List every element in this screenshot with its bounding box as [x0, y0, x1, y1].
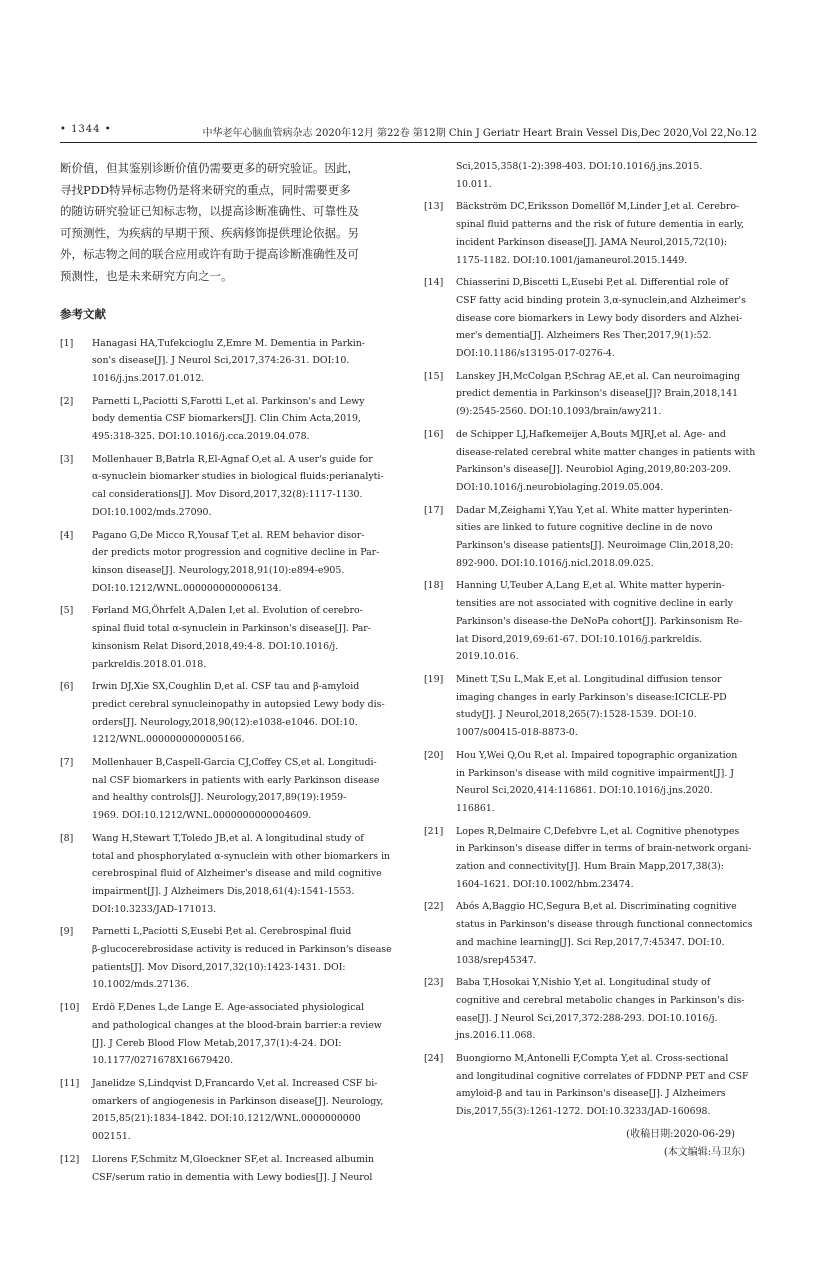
reference-line: DOI:10.1016/j.neurobiolaging.2019.05.004.: [456, 481, 664, 493]
right-column: [424, 158, 757, 1162]
reference-line: Llorens F,Schmitz M,Gloeckner SF,et al. Increased albumin: [92, 1153, 375, 1165]
reference-line: 1969. DOI:10.1212/WNL.0000000000004609.: [92, 810, 312, 822]
reference-line: Janelidze S,Lindqvist D,Francardo V,et al. Increased CSF bi-: [92, 1077, 378, 1089]
received-date: (收稿日期:2020-06-29): [626, 1128, 735, 1140]
reference-line: Irwin DJ,Xie SX,Coughlin D,et al. CSF tau and β-amyloid: [92, 681, 360, 693]
reference-item: [60, 527, 398, 598]
reference-line: Sci,2015,358(1-2):398-403. DOI:10.1016/j.jns.2015.: [456, 161, 703, 172]
reference-number: [8]: [60, 832, 74, 844]
reference-item: [424, 898, 757, 969]
reference-number: [22]: [424, 901, 444, 913]
reference-line: kinson disease[J]. Neurology,2018,91(10):e894-e905.: [92, 565, 345, 576]
reference-line: Pagano G,De Micco R,Yousaf T,et al. REM behavior disor-: [92, 529, 365, 541]
reference-line: Minett T,Su L,Mak E,et al. Longitudinal diffusion tensor: [456, 673, 722, 685]
page-number: • 1344 •: [60, 124, 112, 135]
references-list-left: [60, 335, 398, 1187]
reference-line: Hanning U,Teuber A,Lang E,et al. White matter hyperin-: [456, 580, 725, 592]
reference-number: [16]: [424, 428, 444, 440]
reference-line: Neurol Sci,2020,414:116861. DOI:10.1016/j.jns.2020.: [456, 785, 713, 797]
reference-number: [7]: [60, 757, 74, 769]
body-line: 寻找PDD特异标志物仍是将来研究的重点，同时需要更多: [60, 182, 351, 197]
reference-number: [24]: [424, 1053, 444, 1065]
body-line: 预测性，也是未来研究方向之一。: [60, 268, 233, 283]
journal-citation: 中华老年心脑血管病杂志 2020年12月 第22卷 第12期 Chin J Geriatr Heart Brain Vessel Dis,Dec 2020,Vol 22,No.12: [202, 128, 757, 139]
reference-line: Dis,2017,55(3):1261-1272. DOI:10.3233/JAD-160698.: [456, 1106, 711, 1118]
reference-line: Dadar M,Zeighami Y,Yau Y,et al. White matter hyperinten-: [456, 504, 733, 516]
reference-line: 10.1002/mds.27136.: [92, 979, 190, 991]
reference-line: 1007/s00415-018-8873-0.: [456, 727, 578, 739]
reference-line: cognitive and cerebral metabolic changes in Parkinson's dis-: [456, 994, 745, 1006]
reference-number: [17]: [424, 504, 444, 516]
reference-line: Parkinson's disease-the DeNoPa cohort[J]. Parkinsonism Re-: [456, 615, 743, 627]
reference-line: parkreldis.2018.01.018.: [92, 658, 207, 670]
reference-line: ease[J]. J Neurol Sci,2017,372:288-293. DOI:10.1016/j.: [456, 1012, 718, 1024]
reference-number: [11]: [60, 1077, 80, 1089]
reference-item: [424, 747, 757, 818]
reference-item: [60, 923, 398, 994]
reference-number: [12]: [60, 1153, 80, 1165]
reference-number: [3]: [60, 453, 74, 465]
reference-line: DOI:10.1186/s13195-017-0276-4.: [456, 348, 615, 360]
reference-number: [13]: [424, 201, 444, 213]
header-rule: [60, 142, 757, 143]
reference-line: DOI:10.1212/WNL.0000000000006134.: [92, 582, 282, 594]
reference-item: [60, 602, 398, 673]
references-list-right: [424, 198, 757, 1120]
reference-item: [60, 1075, 398, 1146]
reference-number: [5]: [60, 605, 74, 617]
reference-line: 1604-1621. DOI:10.1002/hbm.23474.: [456, 878, 634, 890]
reference-item: [424, 198, 757, 269]
reference-number: [20]: [424, 749, 444, 761]
reference-line: 10.011.: [456, 178, 492, 190]
reference-line: Mollenhauer B,Batrla R,El-Agnaf O,et al. A user's guide for: [92, 453, 373, 465]
body-paragraph: [60, 158, 398, 288]
reference-line: sities are linked to future cognitive decline in de novo: [456, 522, 713, 534]
reference-line: 2019.10.016.: [456, 651, 519, 663]
reference-item: [60, 754, 398, 825]
reference-line: orders[J]. Neurology,2018,90(12):e1038-e1046. DOI:10.: [92, 716, 358, 728]
reference-line: 1175-1182. DOI:10.1001/jamaneurol.2015.1449.: [456, 254, 688, 266]
reference-line: status in Parkinson's disease through functional connectomics: [456, 919, 753, 931]
reference-line: 1212/WNL.0000000000005166.: [92, 734, 245, 746]
reference-line: 002151.: [92, 1131, 131, 1143]
reference-line: 892-900. DOI:10.1016/j.nicl.2018.09.025.: [456, 557, 654, 569]
reference-line: 116861.: [456, 802, 495, 814]
reference-line: CSF fatty acid binding protein 3,α-synuclein,and Alzheimer's: [456, 294, 746, 306]
reference-item: [424, 671, 757, 742]
reference-line: CSF/serum ratio in dementia with Lewy bodies[J]. J Neurol: [92, 1171, 373, 1183]
reference-item: [60, 830, 398, 919]
reference-item: [424, 823, 757, 894]
reference-line: 1038/srep45347.: [456, 954, 537, 966]
reference-line: 2015,85(21):1834-1842. DOI:10.1212/WNL.0000000000: [92, 1113, 361, 1125]
reference-line: Mollenhauer B,Caspell-Garcia CJ,Coffey CS,et al. Longitudi-: [92, 757, 377, 769]
reference-line: [J]. J Cereb Blood Flow Metab,2017,37(1):4-24. DOI:: [92, 1037, 342, 1049]
reference-item: [60, 451, 398, 522]
reference-line: Parnetti L,Paciotti S,Farotti L,et al. Parkinson's and Lewy: [92, 395, 365, 407]
reference-line: jns.2016.11.068.: [456, 1030, 536, 1042]
reference-number: [18]: [424, 580, 444, 592]
reference-line: spinal fluid total α-synuclein in Parkinson's disease[J]. Par-: [92, 623, 371, 635]
reference-line: Hanagasi HA,Tufekcioglu Z,Emre M. Dementia in Parkin-: [92, 337, 365, 349]
reference-line: impairment[J]. J Alzheimers Dis,2018,61(4):1541-1553.: [92, 885, 355, 897]
body-line: 的随访研究验证已知标志物，以提高诊断准确性、可靠性及: [60, 204, 359, 219]
reference-line: 10.1177/0271678X16679420.: [92, 1055, 234, 1067]
reference-line: total and phosphorylated α-synuclein with other biomarkers in: [92, 850, 391, 862]
reference-line: zation and connectivity[J]. Hum Brain Mapp,2017,38(3):: [456, 861, 724, 873]
editor-note: (本文编辑:马卫东): [663, 1146, 745, 1158]
running-header: [60, 124, 757, 140]
reference-number: [15]: [424, 370, 444, 382]
reference-line: and longitudinal cognitive correlates of FDDNP PET and CSF: [456, 1070, 749, 1082]
reference-line: Parkinson's disease[J]. Neurobiol Aging,2019,80:203-209.: [456, 464, 732, 476]
reference-line: Parnetti L,Paciotti S,Eusebi P,et al. Cerebrospinal fluid: [92, 926, 352, 938]
reference-line: β-glucocerebrosidase activity is reduced in Parkinson's disease: [92, 944, 392, 956]
body-line: 断价值，但其鉴别诊断价值仍需要更多的研究验证。因此，: [60, 161, 359, 175]
references-heading: 参考文献: [60, 306, 106, 321]
reference-line: study[J]. J Neurol,2018,265(7):1528-1539. DOI:10.: [456, 709, 697, 721]
reference-item: [60, 335, 398, 388]
body-line: 外，标志物之间的联合应用或许有助于提高诊断准确性及可: [60, 247, 359, 262]
reference-line: Abós A,Baggio HC,Segura B,et al. Discriminating cognitive: [456, 901, 737, 913]
reference-line: de Schipper LJ,Hafkemeijer A,Bouts MJRJ,et al. Age- and: [456, 428, 726, 440]
reference-line: mer's dementia[J]. Alzheimers Res Ther,2017,9(1):52.: [456, 330, 712, 342]
reference-item: [424, 274, 757, 363]
reference-item: [60, 999, 398, 1070]
reference-number: [10]: [60, 1002, 80, 1014]
reference-line: son's disease[J]. J Neurol Sci,2017,374:26-31. DOI:10.: [92, 355, 350, 367]
reference-line: der predicts motor progression and cognitive decline in Par-: [92, 547, 380, 559]
reference-line: 495:318-325. DOI:10.1016/j.cca.2019.04.078.: [92, 431, 310, 443]
reference-line: (9):2545-2560. DOI:10.1093/brain/awy211.: [456, 406, 662, 418]
reference-line: patients[J]. Mov Disord,2017,32(10):1423-1431. DOI:: [92, 961, 346, 973]
reference-line: and healthy controls[J]. Neurology,2017,89(19):1959-: [92, 792, 347, 804]
reference-line: nal CSF biomarkers in patients with early Parkinson disease: [92, 774, 380, 786]
reference-item: [424, 502, 757, 573]
reference-line: kinsonism Relat Disord,2018,49:4-8. DOI:10.1016/j.: [92, 640, 339, 652]
reference-line: Erdö F,Denes L,de Lange E. Age-associated physiological: [92, 1002, 365, 1014]
reference-item: [60, 1151, 398, 1186]
reference-line: predict dementia in Parkinson's disease[J]? Brain,2018,141: [456, 388, 739, 400]
article-footer: [424, 1126, 757, 1162]
reference-line: DOI:10.3233/JAD-171013.: [92, 903, 217, 915]
reference-number: [2]: [60, 395, 74, 407]
reference-line: Parkinson's disease patients[J]. Neuroimage Clin,2018,20:: [456, 540, 734, 552]
reference-line: incident Parkinson disease[J]. JAMA Neurol,2015,72(10):: [456, 236, 728, 248]
reference-line: lat Disord,2019,69:61-67. DOI:10.1016/j.parkreldis.: [456, 633, 703, 645]
reference-line: in Parkinson's disease with mild cognitive impairment[J]. J: [456, 767, 735, 779]
reference-item: [424, 368, 757, 421]
reference-number: [6]: [60, 681, 74, 693]
reference-line: cal considerations[J]. Mov Disord,2017,32(8):1117-1130.: [92, 489, 363, 501]
reference-item: [424, 577, 757, 666]
reference-item: [424, 426, 757, 497]
reference-line: Bäckström DC,Eriksson Domellöf M,Linder J,et al. Cerebro-: [456, 201, 740, 213]
reference-line: DOI:10.1002/mds.27090.: [92, 506, 212, 518]
body-line: 可预测性，为疾病的早期干预、疾病修饰提供理论依据。另: [60, 225, 359, 240]
reference-item: [424, 974, 757, 1045]
reference-number: [4]: [60, 529, 74, 541]
reference-line: Baba T,Hosokai Y,Nishio Y,et al. Longitudinal study of: [456, 977, 711, 989]
reference-continuation: [424, 158, 757, 193]
reference-line: and pathological changes at the blood-brain barrier:a review: [92, 1019, 382, 1031]
reference-line: imaging changes in early Parkinson's disease:ICICLE-PD: [456, 691, 727, 703]
reference-number: [9]: [60, 926, 74, 938]
reference-line: and machine learning[J]. Sci Rep,2017,7:45347. DOI:10.: [456, 936, 725, 948]
reference-number: [21]: [424, 825, 444, 837]
reference-line: cerebrospinal fluid of Alzheimer's disease and mild cognitive: [92, 868, 382, 880]
reference-line: disease-related cerebral white matter changes in patients with: [456, 446, 756, 458]
reference-item: [60, 678, 398, 749]
reference-line: Lanskey JH,McColgan P,Schrag AE,et al. Can neuroimaging: [456, 370, 740, 382]
reference-line: Chiasserini D,Biscetti L,Eusebi P,et al. Differential role of: [456, 277, 729, 289]
reference-line: amyloid-β and tau in Parkinson's disease[J]. J Alzheimers: [456, 1088, 726, 1100]
reference-line: Wang H,Stewart T,Toledo JB,et al. A longitudinal study of: [92, 832, 364, 844]
left-column: [60, 158, 398, 1191]
reference-item: [60, 393, 398, 446]
reference-line: Hou Y,Wei Q,Ou R,et al. Impaired topographic organization: [456, 749, 738, 761]
reference-number: [19]: [424, 673, 444, 685]
reference-line: α-synuclein biomarker studies in biological fluids:perianalyti-: [92, 471, 384, 483]
reference-item: [424, 1050, 757, 1121]
reference-line: disease core biomarkers in Lewy body disorders and Alzhei-: [456, 312, 743, 324]
reference-line: 1016/j.jns.2017.01.012.: [92, 372, 205, 384]
reference-line: omarkers of angiogenesis in Parkinson disease[J]. Neurology,: [92, 1095, 384, 1107]
reference-line: tensities are not associated with cognitive decline in early: [456, 598, 733, 610]
reference-line: Førland MG,Öhrfelt A,Dalen I,et al. Evolution of cerebro-: [92, 605, 363, 617]
reference-number: [23]: [424, 977, 444, 989]
reference-line: predict cerebral synucleinopathy in autopsied Lewy body dis-: [92, 698, 385, 710]
reference-line: body dementia CSF biomarkers[J]. Clin Chim Acta,2019,: [92, 413, 361, 425]
reference-number: [14]: [424, 277, 444, 289]
reference-line: spinal fluid patterns and the risk of future dementia in early,: [456, 219, 745, 231]
reference-line: in Parkinson's disease differ in terms of brain-network organi-: [456, 843, 752, 855]
reference-line: Lopes R,Delmaire C,Defebvre L,et al. Cognitive phenotypes: [456, 825, 740, 837]
reference-number: [1]: [60, 337, 74, 349]
reference-line: Buongiorno M,Antonelli F,Compta Y,et al. Cross-sectional: [456, 1053, 729, 1065]
